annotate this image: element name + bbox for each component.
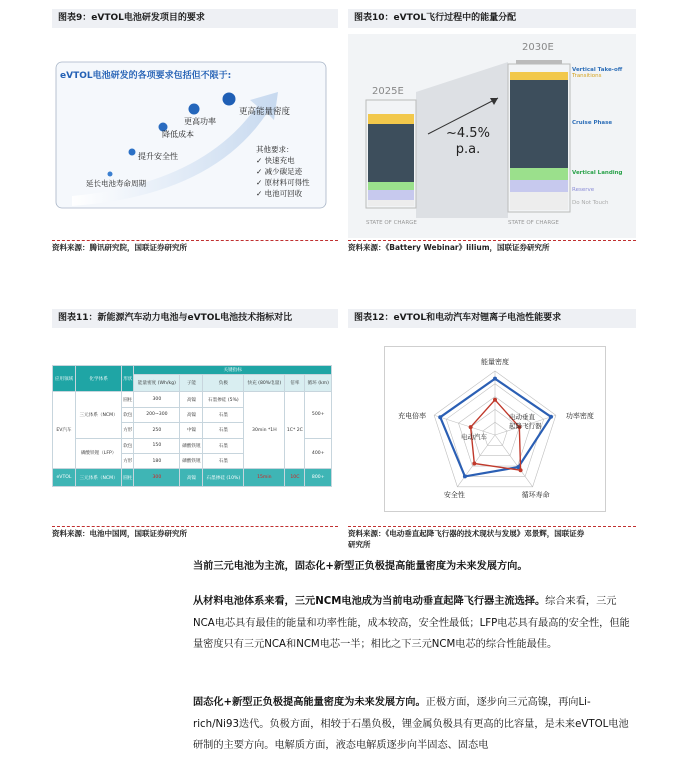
radar-spoke	[495, 435, 533, 487]
paragraph-2-body: 综合来看，三元NCA电芯具有最佳的能量和功率性能，成本较高，安全性最低；LFP电芯具有最高的安全性，但能量密度只有三元NCA和NCM电芯一半；相比之下三元NCM电芯的综合性能最佳。	[193, 596, 630, 650]
table-cell: 400+	[305, 438, 332, 469]
fig9-heading: eVTOL电池研发的各项要求包括但不限于:	[60, 71, 232, 81]
fig10-label-2025: 2025E	[372, 86, 404, 97]
radar-axis-label: 充电倍率	[398, 412, 427, 421]
fig11-header-cell: 形状	[122, 366, 134, 392]
fig10-2025-cruise	[368, 124, 414, 182]
fig11-header-cell: 化学体系	[75, 366, 121, 392]
table-cell: 石墨掺硅 (10%)	[203, 469, 244, 487]
fig10-growth	[446, 126, 490, 158]
table-cell: 高镍	[180, 407, 203, 422]
fig10-source: 资料来源：《Battery Webinar》lilium，国联证券研究所	[348, 243, 550, 252]
fig10-2030-cruise	[510, 80, 568, 168]
radar-point	[493, 377, 497, 381]
fig10-phase-dnt: Do Not Touch	[572, 200, 609, 206]
radar-point	[438, 415, 442, 419]
fig9-step-4: 更高功率	[184, 117, 216, 126]
table-cell: 10C	[285, 469, 305, 487]
radar-point	[493, 398, 497, 402]
fig10-growth-value: ~4.5%	[446, 126, 490, 141]
fig10-terminal-2030	[516, 60, 562, 64]
fig10-2030-reserve	[510, 180, 568, 192]
table-cell: 方形	[122, 453, 134, 468]
fig9-illustration	[52, 34, 338, 238]
fig11-header-cell: 负极	[203, 374, 244, 392]
table-cell: 三元体系（NCM）	[75, 392, 121, 438]
fig10-label-2030: 2030E	[522, 42, 554, 53]
check-icon: ✓	[256, 189, 265, 198]
paragraph-3-lead: 固态化+新型正负极提高能量密度为未来发展方向。	[193, 697, 426, 708]
fig11-header-cell: 能量密度 (Wh/kg)	[134, 374, 180, 392]
fig9-dot-2	[129, 149, 136, 156]
table-cell: 高镍	[180, 392, 203, 407]
fig11-header-cell: 倍率	[285, 374, 305, 392]
fig10-axis-right: STATE OF CHARGE	[508, 220, 559, 226]
fig10-2030-dnt	[510, 192, 568, 210]
table-cell: 1C* 2C	[285, 392, 305, 469]
fig9-step-3: 降低成本	[162, 130, 194, 139]
paragraph-2	[193, 591, 635, 656]
check-icon: ✓	[256, 167, 265, 176]
table-cell: 15min	[244, 469, 285, 487]
radar-point	[519, 468, 523, 472]
table-cell: eVTOL	[53, 469, 76, 487]
fig11-header-cell: 循环 (km)	[305, 374, 332, 392]
fig10-2025-reserve	[368, 190, 414, 200]
paragraph-3-body: 正极方面，逐步向三元高镍，再向Li-rich/Ni93迭代。负极方面，相较于石墨负极，锂金属负极具有更高的比容量，是未来eVTOL电池研制的主要方向。电解质方面，液态电解质逐步向半固态、固态电	[193, 697, 629, 751]
fig11-source: 资料来源：电池中国网，国联证券研究所	[52, 529, 187, 538]
table-cell: 800+	[305, 469, 332, 487]
table-cell: EV汽车	[53, 392, 76, 469]
fig9-dot-1	[108, 172, 113, 177]
fig9-source: 资料来源：腾讯研究院，国联证券研究所	[52, 243, 187, 252]
fig11-header-cell: 子能	[180, 374, 203, 392]
table-cell: 石墨	[203, 438, 244, 453]
fig11-table-wrap	[52, 365, 332, 487]
fig12-rule	[348, 526, 636, 527]
table-cell: 软包	[122, 407, 134, 422]
paragraph-1: 当前三元电池为主流，固态化+新型正负极提高能量密度为未来发展方向。	[193, 561, 528, 572]
fig9-other-title: 其他要求：	[256, 145, 294, 154]
table-cell: 三元体系（NCM）	[75, 469, 121, 487]
fig10-2025-dnt	[368, 200, 414, 206]
table-cell: 高镍	[180, 469, 203, 487]
fig11-group-header: 关键指标	[134, 366, 332, 375]
paragraph-2-lead: 从材料电池体系来看，三元NCM电池成为当前电动垂直起降飞行器主流选择。	[193, 596, 546, 607]
fig9-step-2: 提升安全性	[138, 152, 178, 161]
table-cell: 磷酸铁锂	[180, 438, 203, 453]
fig10-phase-reserve: Reserve	[572, 187, 595, 193]
fig9-other-item-4: ✓ 电池可回收	[256, 189, 303, 198]
table-cell: 300	[134, 469, 180, 487]
fig12-title: 图表12：eVTOL和电动汽车对锂离子电池性能要求	[348, 309, 636, 328]
fig9-step-1: 延长电池寿命周期	[86, 179, 146, 188]
radar-axis-label: 循环寿命	[521, 490, 550, 499]
fig12-source-2: 研究所	[348, 540, 371, 549]
fig10-rule	[348, 240, 636, 241]
fig10-title: 图表10：eVTOL飞行过程中的能量分配	[348, 9, 636, 28]
fig9-step-5: 更高能量密度	[239, 107, 291, 117]
table-cell: 磷酸铁锂（LFP）	[75, 438, 121, 469]
table-cell: 石墨	[203, 407, 244, 422]
fig9-panel	[52, 34, 338, 238]
fig9-other-item-1: ✓ 快速充电	[256, 156, 295, 165]
radar-axis-label: 能量密度	[481, 358, 509, 366]
fig10-2025-landing	[368, 182, 414, 190]
table-cell: 30min *1H	[244, 392, 285, 469]
fig10-phase-landing: Vertical Landing	[572, 170, 623, 176]
fig9-title: 图表9：eVTOL电池研发项目的要求	[52, 9, 338, 28]
radar-series-label: 电动汽车	[461, 433, 487, 441]
fig9-other-item-3: ✓ 原材料可得性	[256, 178, 310, 187]
table-cell: 石墨	[203, 423, 244, 438]
fig9-other-item-2: ✓ 减少碳足迹	[256, 167, 303, 176]
table-cell: 180	[134, 453, 180, 468]
fig12-frame	[384, 346, 606, 512]
radar-point	[549, 415, 553, 419]
fig9-other-box	[256, 144, 310, 199]
fig11-header-cell: 快充 (80%电量)	[244, 374, 285, 392]
fig12-source-1: 资料来源：《电动垂直起降飞行器的技术现状与发展》邓景辉，国联证券	[348, 529, 585, 538]
fig9-dot-4	[189, 104, 200, 115]
table-cell: 方形	[122, 423, 134, 438]
fig11-header-cell: 应用领域	[53, 366, 76, 392]
table-cell: 中镍	[180, 423, 203, 438]
fig10-axis-left: STATE OF CHARGE	[366, 220, 417, 226]
table-cell: 500+	[305, 392, 332, 438]
fig10-2030-takeoff	[510, 72, 568, 80]
table-cell: 石墨掺硅 (5%)	[203, 392, 244, 407]
check-icon: ✓	[256, 178, 265, 187]
fig11-title: 图表11：新能源汽车动力电池与eVTOL电池技术指标对比	[52, 309, 338, 328]
fig9-rule	[52, 240, 338, 241]
fig10-chart	[348, 34, 636, 238]
table-cell: 圆柱	[122, 392, 134, 407]
table-cell: 300	[134, 392, 180, 407]
table-cell: 圆柱	[122, 469, 134, 487]
fig10-2030-landing	[510, 168, 568, 180]
fig11-rule	[52, 526, 338, 527]
table-cell: 磷酸铁锂	[180, 453, 203, 468]
fig10-2025-takeoff	[368, 114, 414, 124]
radar-spoke	[457, 435, 495, 487]
radar-axis-label: 安全性	[443, 490, 465, 499]
check-icon: ✓	[256, 156, 265, 165]
fig10-phase-cruise: Cruise Phase	[572, 120, 613, 126]
fig10-growth-unit: p.a.	[455, 142, 481, 157]
fig10-phase-transitions: Transitions	[572, 73, 602, 79]
table-cell: 石墨	[203, 453, 244, 468]
radar-axis-label: 功率密度	[565, 412, 594, 421]
paragraph-3	[193, 692, 635, 757]
radar-point	[463, 474, 467, 478]
radar-point	[469, 425, 473, 429]
fig11-table	[52, 365, 332, 487]
fig9-dot-5	[223, 93, 236, 106]
fig10-panel	[348, 34, 636, 238]
fig10-phase-takeoff: Vertical Take-off	[572, 67, 623, 73]
table-cell: 200~300	[134, 407, 180, 422]
table-cell: 150	[134, 438, 180, 453]
fig12-radar-chart	[385, 347, 605, 511]
radar-point	[472, 461, 476, 465]
table-cell: 软包	[122, 438, 134, 453]
table-cell: 250	[134, 423, 180, 438]
radar-series-label: 起降飞行器	[509, 422, 542, 430]
radar-series-label: 电动垂直	[509, 413, 535, 421]
